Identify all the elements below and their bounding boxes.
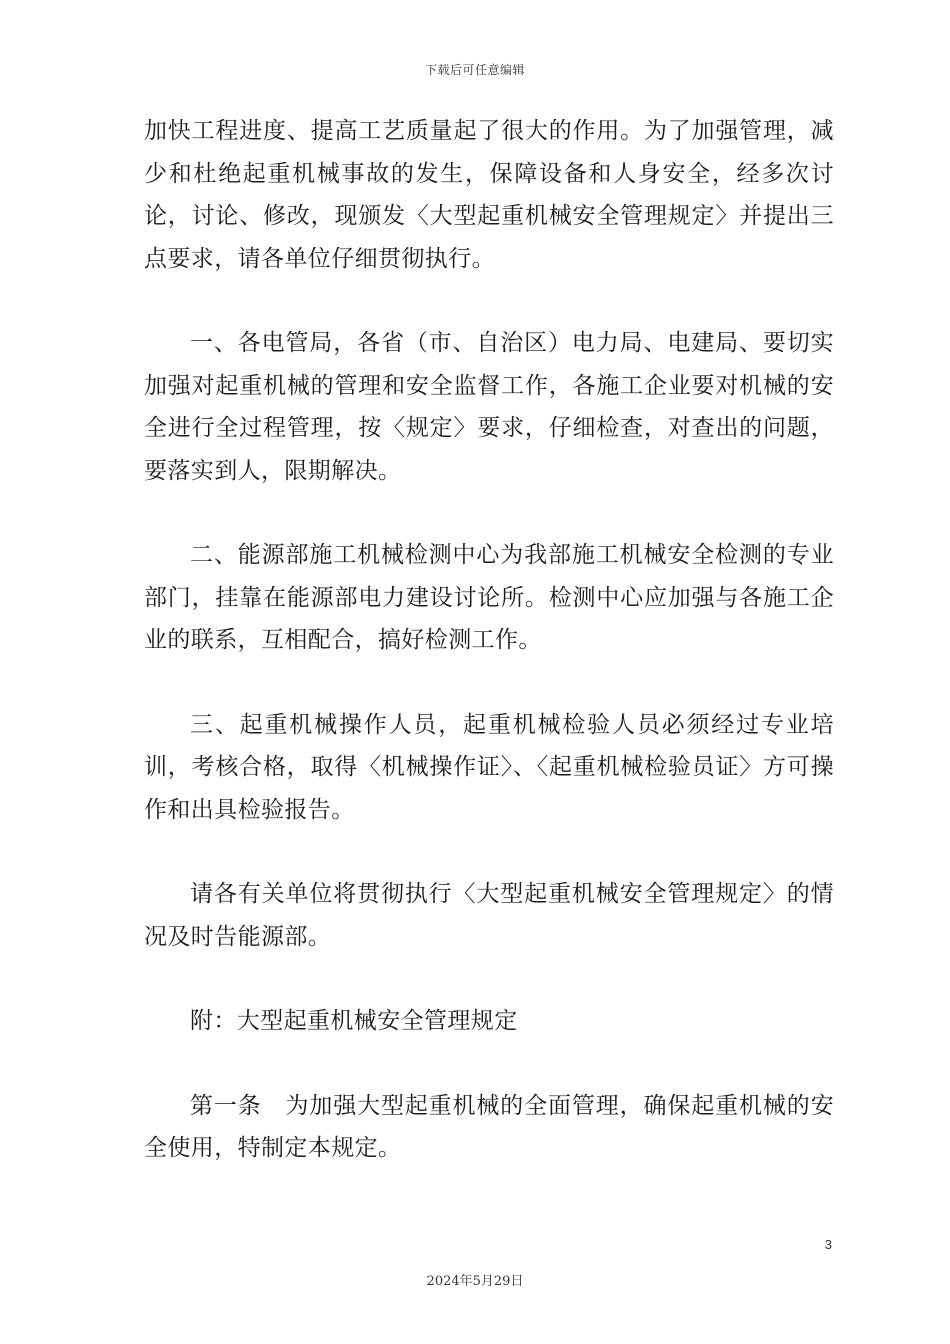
header-note: 下载后可任意编辑: [424, 63, 525, 77]
paragraph-request: 请各有关单位将贯彻执行〈大型起重机械安全管理规定〉的情况及时告能源部。: [144, 881, 834, 950]
paragraph-item-three: 三、起重机械操作人员，起重机械检验人员必须经过专业培训，考核合格，取得〈机械操作证〉、〈起重机械检验员证〉方可操作和出具检验报告。: [144, 711, 834, 823]
footer-date: 2024年5月29日: [426, 1274, 524, 1289]
paragraph-intro: 加快工程进度、提高工艺质量起了很大的作用。为了加强管理，减少和杜绝起重机械事故的发生，保障设备和人身安全，经多次讨论，讨论、修改，现颁发〈大型起重机械安全管理规定〉并提出三点要求，请各单位仔细贯彻执行。: [144, 118, 834, 272]
paragraph-article-one: 第一条 为加强大型起重机械的全面管理，确保起重机械的安全使用，特制定本规定。: [144, 1092, 834, 1161]
paragraph-item-two: 二、能源部施工机械检测中心为我部施工机械安全检测的专业部门，挂靠在能源部电力建设讨论所。检测中心应加强与各施工企业的联系，互相配合，搞好检测工作。: [144, 542, 834, 653]
document-body: [144, 110, 834, 1170]
paragraph-attachment: 附：大型起重机械安全管理规定: [190, 1008, 518, 1034]
paragraph-item-one: 一、各电管局，各省（市、自治区）电力局、电建局、要切实加强对起重机械的管理和安全监督工作，各施工企业要对机械的安全进行全过程管理，按〈规定〉要求，仔细检查，对查出的问题，要落实到人，限期解决。: [144, 330, 834, 484]
page-number: 3: [824, 1237, 832, 1252]
